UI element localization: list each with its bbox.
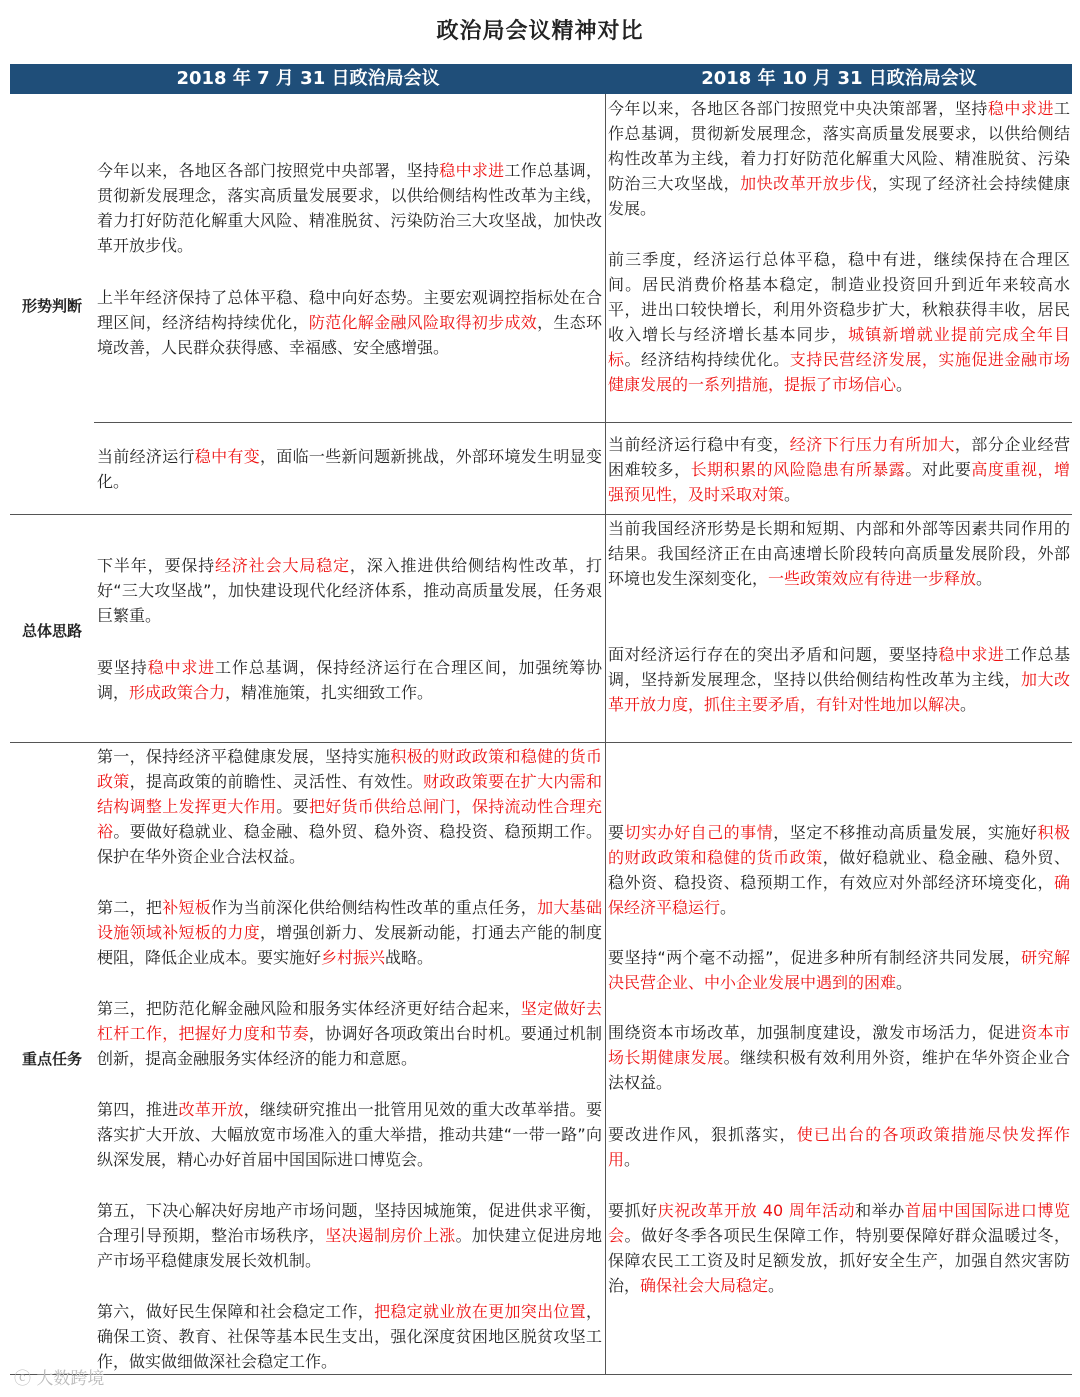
body-text: 当前经济运行稳中有变， — [608, 435, 790, 454]
cell-paragraph — [97, 553, 602, 628]
highlight-text: 稳中有变 — [194, 447, 260, 466]
highlight-text: 坚决遏制房价上涨 — [325, 1226, 456, 1245]
body-text: 。 — [976, 569, 993, 588]
july-task-2 — [97, 895, 602, 970]
july-approach-para-1 — [97, 553, 602, 628]
body-text: 第五，下决心解决好房地产市场问题，坚持因城施策，促进供求平衡，合理引导预期，整治市场秩序， — [97, 1201, 602, 1245]
page-title: 政治局会议精神对比 — [436, 19, 644, 44]
body-text: ，坚定不移推动高质量发展，实施好 — [773, 823, 1038, 842]
highlight-text: 确保经济平稳运行 — [608, 873, 1070, 917]
body-text: 上半年经济保持了总体平稳、稳中向好态势。主要宏观调控指标处在合理区间，经济结构持续优化， — [97, 288, 602, 332]
july-approach-para-2 — [97, 655, 602, 705]
highlight-text: 稳中求进 — [987, 99, 1054, 118]
body-text: 工作总基调，贯彻新发展理念，落实高质量发展要求，以供给侧结构性改革为主线，着力打好防范化解重大风险、精准脱贫、污染防治三大攻坚战，加快改革开放步伐。 — [97, 161, 602, 255]
body-text: 下半年，要保持 — [97, 556, 216, 575]
highlight-text: 坚定做好去杠杆工作，把握好力度和节奏 — [97, 999, 602, 1043]
body-text: ，增强创新力、发展新动能，打通去产能的制度梗阻，降低企业成本。要实施好 — [97, 923, 602, 967]
highlight-text: 一些政策效应有待进一步释放 — [768, 569, 977, 588]
july-situation-para-3 — [97, 444, 602, 494]
july-task-1 — [97, 744, 602, 869]
july-situation-para-1 — [97, 158, 602, 258]
cell-paragraph — [97, 744, 602, 869]
cell-paragraph — [97, 285, 602, 360]
october-approach-para-1 — [608, 516, 1070, 591]
body-text: 。 — [896, 375, 913, 394]
header-october: 2018 年 10 月 31 日政治局会议 — [701, 68, 977, 89]
body-text: ，做好稳就业、稳金融、稳外贸、稳外资、稳投资、稳预期工作，有效应对外部经济环境变化， — [608, 848, 1070, 892]
october-situation-para-3 — [608, 432, 1070, 507]
highlight-text: 防范化解金融风险取得初步成效 — [308, 313, 538, 332]
highlight-text: 支持民营经济发展，实施促进金融市场健康发展的一系列措施，提振了市场信心 — [608, 350, 1070, 394]
cell-paragraph — [97, 158, 602, 258]
highlight-text: 资本市场长期健康发展 — [608, 1023, 1070, 1067]
category-approach: 总体思路 — [21, 622, 82, 640]
body-text: 战略。 — [385, 948, 434, 967]
body-text: 。 — [896, 973, 913, 992]
highlight-text: 稳中求进 — [938, 645, 1005, 664]
cell-paragraph — [97, 655, 602, 705]
highlight-text: 改革开放 — [178, 1100, 244, 1119]
july-task-5 — [97, 1198, 602, 1273]
body-text: 要 — [608, 823, 625, 842]
body-text: 。 — [768, 1276, 785, 1295]
body-text: ，协调好各项政策出台时机。要通过机制创新，提高金融服务实体经济的能力和意愿。 — [97, 1024, 602, 1068]
highlight-text: 积极的财政政策和稳健的货币政策 — [97, 747, 602, 791]
highlight-text: 经济社会大局稳定 — [215, 556, 350, 575]
body-text: 。要 — [276, 797, 309, 816]
october-task-3 — [608, 1020, 1070, 1095]
body-text: 当前经济运行 — [97, 447, 195, 466]
category-tasks: 重点任务 — [21, 1050, 82, 1068]
cell-paragraph — [608, 247, 1070, 397]
body-text: 作为当前深化供给侧结构性改革的重点任务， — [211, 898, 538, 917]
cell-paragraph — [97, 1097, 602, 1172]
cell-paragraph — [608, 642, 1070, 717]
highlight-text: 使已出台的各项政策措施尽快发挥作用 — [608, 1125, 1070, 1169]
october-task-2 — [608, 945, 1070, 995]
category-situation: 形势判断 — [21, 297, 82, 315]
body-text: ，面临一些新问题新挑战，外部环境发生明显变化。 — [97, 447, 602, 491]
body-text: 。 — [720, 898, 737, 917]
body-text: ，提高政策的前瞻性、灵活性、有效性。 — [129, 772, 423, 791]
highlight-text: 长期积累的风险隐患有所暴露 — [690, 460, 906, 479]
highlight-text: 确保社会大局稳定 — [640, 1276, 769, 1295]
row-divider — [10, 514, 1072, 515]
cell-paragraph — [608, 945, 1070, 995]
body-text: 今年以来，各地区各部门按照党中央部署，坚持 — [97, 161, 440, 180]
body-text: 工作总基调，保持经济运行在合理区间，加强统筹协调， — [97, 658, 602, 702]
body-text: 工作总基调，贯彻新发展理念，落实高质量发展要求，以供给侧结构性改革为主线，着力打好防范化解重大风险、精准脱贫、污染防治三大攻坚战， — [608, 99, 1070, 193]
july-task-6 — [97, 1299, 602, 1374]
body-text: ，深入推进供给侧结构性改革，打好“三大攻坚战”，加快建设现代化经济体系，推动高质量发展，任务艰巨繁重。 — [97, 556, 602, 625]
body-text: 第一，保持经济平稳健康发展，坚持实施 — [97, 747, 391, 766]
highlight-text: 补短板 — [162, 898, 212, 917]
body-text: 。加快建立促进房地产市场平稳健康发展长效机制。 — [97, 1226, 602, 1270]
body-text: ，生态环境改善，人民群众获得感、幸福感、安全感增强。 — [97, 313, 602, 357]
body-text: 工作总基调，坚持新发展理念，坚持以供给侧结构性改革为主线， — [608, 645, 1070, 689]
cell-paragraph — [608, 1020, 1070, 1095]
row-divider — [10, 742, 1072, 743]
july-task-4 — [97, 1097, 602, 1172]
highlight-text: 乡村振兴 — [321, 948, 386, 967]
body-text: 。 — [960, 695, 977, 714]
october-situation-para-2 — [608, 247, 1070, 397]
october-approach-para-2 — [608, 642, 1070, 717]
body-text: 要坚持 — [97, 658, 148, 677]
body-text: 围绕资本市场改革，加强制度建设，激发市场活力，促进 — [608, 1023, 1021, 1042]
body-text: 前三季度，经济运行总体平稳，稳中有进，继续保持在合理区间。居民消费价格基本稳定，制造业投资回升到近年来较高水平，进出口较快增长，利用外资稳步扩大，秋粮获得丰收，居民收入增长与经济增长基本同步， — [608, 250, 1070, 344]
body-text: 第三，把防范化解金融风险和服务实体经济更好结合起来， — [97, 999, 521, 1018]
cell-paragraph — [608, 432, 1070, 507]
highlight-text: 切实办好自己的事情 — [624, 823, 774, 842]
cell-paragraph — [608, 516, 1070, 591]
body-text: ，部分企业经营困难较多， — [608, 435, 1070, 479]
body-text: 。对此要 — [905, 460, 972, 479]
body-text: 面对经济运行存在的突出矛盾和问题，要坚持 — [608, 645, 939, 664]
body-text: 。 — [784, 485, 801, 504]
body-text: ，精准施策，扎实细致工作。 — [225, 683, 434, 702]
october-situation-para-1 — [608, 96, 1070, 221]
highlight-text: 首届中国国际进口博览会 — [608, 1201, 1070, 1245]
highlight-text: 形成政策合力 — [129, 683, 226, 702]
highlight-text: 研究解决民营企业、中小企业发展中遇到的困难 — [608, 948, 1070, 992]
body-text: 今年以来，各地区各部门按照党中央决策部署，坚持 — [608, 99, 988, 118]
body-text: 要改进作风，狠抓落实， — [608, 1125, 797, 1144]
row-divider — [94, 422, 1072, 423]
body-text: 要坚持“两个毫不动摇”，促进多种所有制经济共同发展， — [608, 948, 1022, 967]
highlight-text: 加大改革开放力度，抓住主要矛盾，有针对性地加以解决 — [608, 670, 1070, 714]
cell-paragraph — [97, 895, 602, 970]
watermark — [14, 1364, 104, 1389]
cell-paragraph — [608, 96, 1070, 221]
body-text: ，继续研究推出一批管用见效的重大改革举措。要落实扩大开放、大幅放宽市场准入的重大举措，推动共建“一带一路”向纵深发展，精心办好首届中国国际进口博览会。 — [97, 1100, 602, 1169]
cell-paragraph — [97, 996, 602, 1071]
highlight-text: 稳中求进 — [147, 658, 216, 677]
highlight-text: 经济下行压力有所加大 — [789, 435, 955, 454]
highlight-text: 积极的财政政策和稳健的货币政策 — [608, 823, 1070, 867]
body-text: 和举办 — [855, 1201, 905, 1220]
body-text: 。做好冬季各项民生保障工作，特别要保障好群众温暖过冬，保障农民工工资及时足额发放，抓好安全生产，加强自然灾害防治， — [608, 1226, 1070, 1295]
highlight-text: 把好货币供给总闸门，保持流动性合理充裕 — [97, 797, 602, 841]
body-text: 要抓好 — [608, 1201, 658, 1220]
body-text: 。经济结构持续优化。 — [624, 350, 790, 369]
cell-paragraph — [97, 1198, 602, 1273]
highlight-text: 稳中求进 — [439, 161, 505, 180]
body-text: ，确保工资、教育、社保等基本民生支出，强化深度贫困地区脱贫攻坚工作，做实做细做深社会稳定工作。 — [97, 1302, 602, 1371]
july-task-3 — [97, 996, 602, 1071]
october-task-5 — [608, 1198, 1070, 1298]
highlight-text: 财政政策要在扩大内需和结构调整上发挥更大作用 — [97, 772, 602, 816]
body-text: ，实现了经济社会持续健康发展。 — [608, 174, 1070, 218]
body-text: 。继续积极有效利用外资，维护在华外资企业合法权益。 — [608, 1048, 1070, 1092]
body-text: 。 — [624, 1150, 641, 1169]
body-text: 当前我国经济形势是长期和短期、内部和外部等因素共同作用的结果。我国经济正在由高速增长阶段转向高质量发展阶段，外部环境也发生深刻变化， — [608, 519, 1070, 588]
highlight-text: 高度重视，增强预见性，及时采取对策 — [608, 460, 1070, 504]
body-text: 第四，推进 — [97, 1100, 179, 1119]
cell-paragraph — [608, 1198, 1070, 1298]
cell-paragraph — [97, 1299, 602, 1374]
column-divider — [605, 94, 606, 1375]
cell-paragraph — [608, 820, 1070, 920]
july-situation-para-2 — [97, 285, 602, 360]
highlight-text: 加大基础设施领域补短板的力度 — [97, 898, 602, 942]
highlight-text: 加快改革开放步伐 — [740, 174, 873, 193]
table-header — [10, 64, 1072, 94]
watermark-text: 大数跨境 — [36, 1369, 105, 1389]
table-bottom-border — [10, 1374, 1072, 1375]
body-text: 第六，做好民生保障和社会稳定工作， — [97, 1302, 375, 1321]
cell-paragraph — [97, 444, 602, 494]
cell-paragraph — [608, 1122, 1070, 1172]
october-task-4 — [608, 1122, 1070, 1172]
body-text: 。要做好稳就业、稳金融、稳外贸、稳外资、稳投资、稳预期工作。保护在华外资企业合法权益。 — [97, 822, 602, 866]
highlight-text: 把稳定就业放在更加突出位置 — [374, 1302, 586, 1321]
highlight-text: 城镇新增就业提前完成全年目标 — [608, 325, 1070, 369]
watermark-logo-icon: ⓒ — [14, 1369, 37, 1389]
body-text: 第二，把 — [97, 898, 163, 917]
highlight-text: 庆祝改革开放 40 周年活动 — [657, 1201, 856, 1220]
october-task-1 — [608, 820, 1070, 920]
header-july: 2018 年 7 月 31 日政治局会议 — [176, 68, 440, 89]
